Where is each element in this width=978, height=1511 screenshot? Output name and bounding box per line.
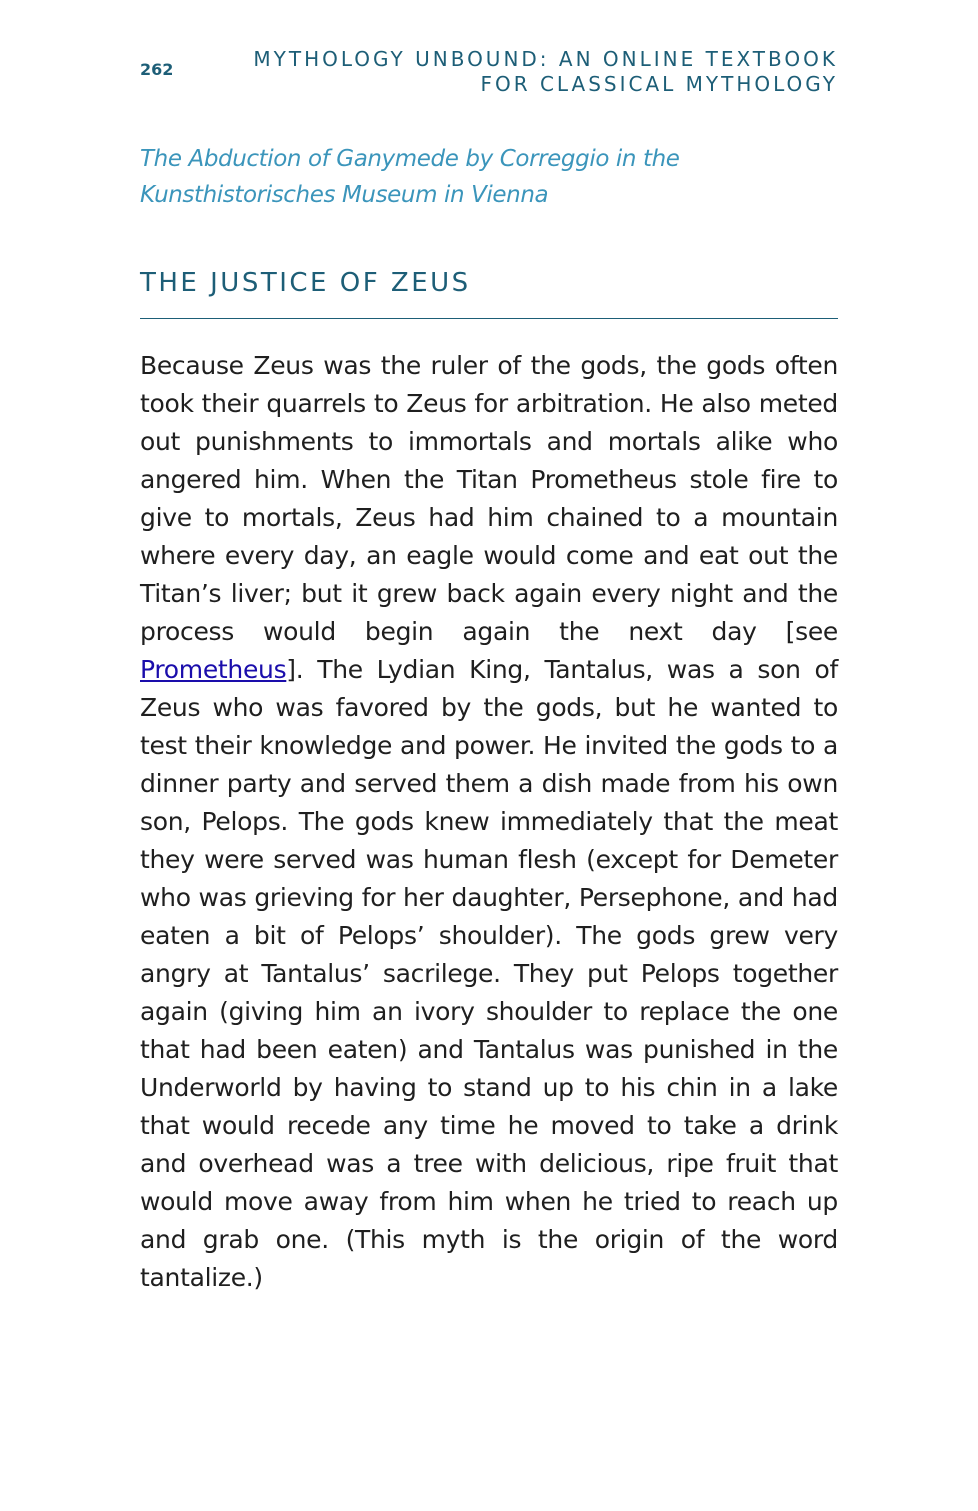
heading-divider xyxy=(140,318,838,319)
paragraph-text-start: Because Zeus was the ruler of the gods, the gods often took their quarrels to Zeus for arbitration. He also meted out punishments to immortals and mortals alike who angered him. When the Titan Prometheus stole fire to give to mortals, Zeus had him chained to a mountain where every day, an eagle would come and eat out the Titan’s liver; but it grew back again every night and the process would begin again the next day [see xyxy=(140,351,838,646)
prometheus-link[interactable]: Prometheus xyxy=(140,655,287,684)
running-header: MYTHOLOGY UNBOUND: AN ONLINE TEXTBOOK FOR CLASSICAL MYTHOLOGY xyxy=(253,47,838,96)
body-paragraph xyxy=(140,347,838,1297)
page-number: 262 xyxy=(140,60,174,79)
image-caption: The Abduction of Ganymede by Correggio in the Kunsthistorisches Museum in Vienna xyxy=(140,146,680,208)
section-heading: THE JUSTICE OF ZEUS xyxy=(140,268,471,298)
paragraph-text-end: ]. The Lydian King, Tantalus, was a son of Zeus who was favored by the gods, but he wanted to test their knowledge and power. He invited the gods to a dinner party and served them a dish made from his own son, Pelops. The gods knew immediately that the meat they were served was human flesh (except for Demeter who was grieving for her daughter, Persephone, and had eaten a bit of Pelops’ shoulder). The gods grew very angry at Tantalus’ sacrilege. They put Pelops together again (giving him an ivory shoulder to replace the one that had been eaten) and Tantalus was punished in the Underworld by having to stand up to his chin in a lake that would recede any time he moved to take a drink and overhead was a tree with delicious, ripe fruit that would move away from him when he tried to reach up and grab one. (This myth is the origin of the word tantalize.) xyxy=(140,655,838,1292)
